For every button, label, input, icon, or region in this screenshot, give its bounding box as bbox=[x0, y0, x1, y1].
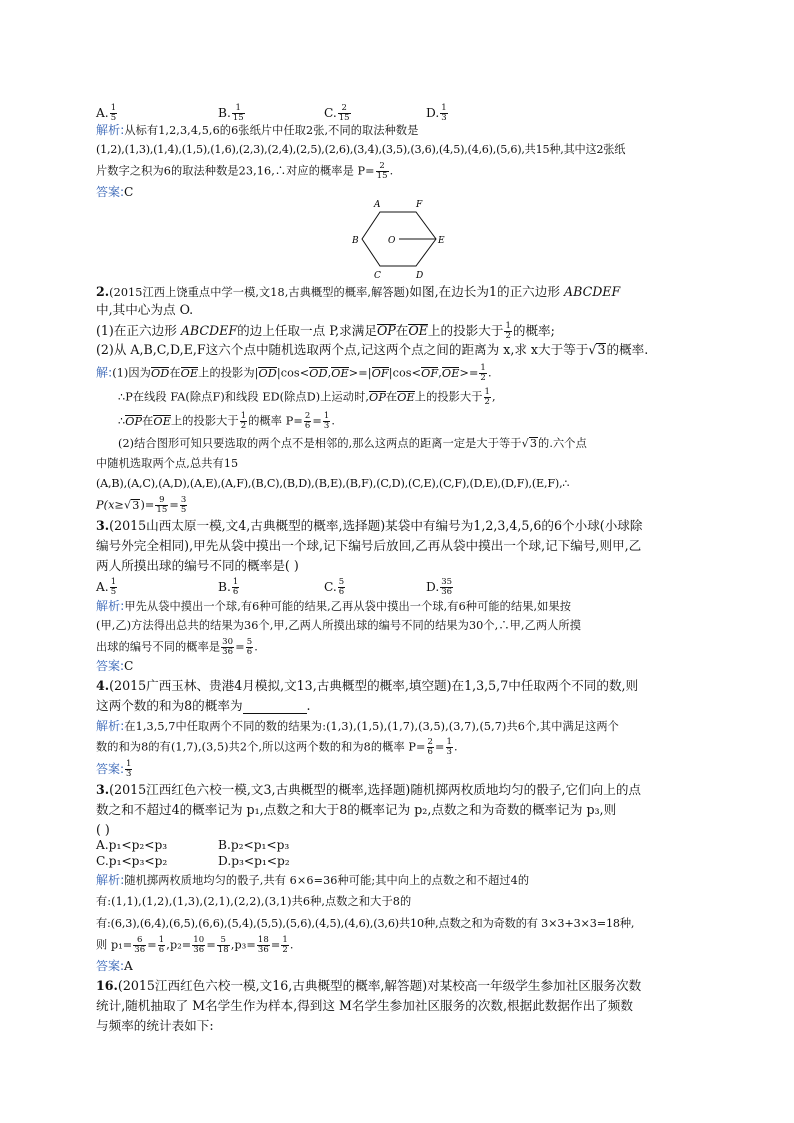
q3a-answer: 答案:C bbox=[96, 659, 134, 673]
q16-line2: 统计,随机抽取了 M名学生作为样本,得到这 M名学生参加社区服务的次数,根据此数据作出了频数 bbox=[96, 998, 633, 1013]
q3b-option-c: C.p₁<p₃<p₂ bbox=[96, 854, 168, 868]
q2-solution-line6: (A,B),(A,C),(A,D),(A,E),(A,F),(B,C),(B,D),(B,E),(B,F),(C,D),(C,E),(C,F),(D,E),(D,F),(E,F),∴ bbox=[96, 477, 570, 490]
q3a-option-c: C. $\frac{5}{6}$ bbox=[324, 577, 345, 597]
q3a-solution-line2: (甲,乙)方法得出总共的结果为36个,甲,乙两人所摸出球的编号不同的结果为30个,∴甲,乙两人所摸 bbox=[96, 619, 582, 632]
label-f: F bbox=[416, 200, 423, 210]
q2-solution-line7: P(x≥√3)= $\frac{9}{15}$ = $\frac{3}{5}$ bbox=[96, 495, 187, 515]
option-d: D. $\frac{1}{3}$ bbox=[426, 103, 447, 123]
q16-line3: 与频率的统计表如下: bbox=[96, 1018, 214, 1033]
q2-solution-line4: (2)结合图形可知只要选取的两个点不是相邻的,那么这两点的距离一定是大于等于√3的.六个点 bbox=[118, 437, 587, 450]
answer-blank bbox=[243, 701, 307, 714]
q3b-option-d: D.p₃<p₁<p₂ bbox=[218, 854, 290, 868]
q4-solution-line1: 解析:在1,3,5,7中任取两个不同的数的结果为:(1,3),(1,5),(1,7),(3,5),(3,7),(5,7)共6个,其中满足这两个 bbox=[96, 719, 619, 733]
q3b-line3: ( ) bbox=[96, 822, 110, 837]
q2-solution-line5: 中随机选取两个点,总共有15 bbox=[96, 457, 239, 470]
option-b: B. $\frac{1}{15}$ bbox=[218, 103, 244, 123]
q3b-option-b: B.p₂<p₁<p₃ bbox=[218, 838, 290, 852]
option-c: C. $\frac{2}{15}$ bbox=[324, 103, 350, 123]
q2-solution-line1: 解:(1)因为OD在OE上的投影为|OD|cos<OD,OE>=|OF|cos<OF,OE>= $\frac{1}{2}$ . bbox=[96, 363, 492, 383]
q3a-solution-line3: 出球的编号不同的概率是 $\frac{30}{36}$ = $\frac{5}{6}$ . bbox=[96, 637, 258, 657]
label-d: D bbox=[416, 271, 424, 281]
q3b-solution-line4: 则 p₁= $\frac{6}{36}$ = $\frac{1}{6}$ ,p₂= $\frac{10}{36}$ = $\frac{5}{18}$ ,p₃= $\frac{18}{36}$ = $\frac{1}{2}$ . bbox=[96, 935, 294, 955]
q3a-option-d: D. $\frac{35}{36}$ bbox=[426, 577, 453, 597]
q3a-option-a: A. $\frac{1}{5}$ bbox=[96, 577, 117, 597]
label-a: A bbox=[374, 200, 381, 210]
q2-part1: (1)在正六边形 ABCDEF的边上任取一点 P,求满足OP在OE上的投影大于 $\frac{1}{2}$ 的概率; bbox=[96, 321, 555, 341]
q3b-solution-line2: 有:(1,1),(1,2),(1,3),(2,1),(2,2),(3,1)共6种,点数之和大于8的 bbox=[96, 895, 412, 908]
q2-solution-line2: ∴P在线段 FA(除点F)和线段 ED(除点D)上运动时,OP在OE上的投影大于 $\frac{1}{2}$ , bbox=[118, 387, 496, 407]
label-c: C bbox=[374, 271, 381, 281]
label-e: E bbox=[438, 236, 445, 246]
q3a-line3: 两人所摸出球的编号不同的概率是( ) bbox=[96, 558, 299, 573]
q1-solution-line3: 片数字之积为6的取法种数是23,16,∴对应的概率是 P= $\frac{2}{15}$ . bbox=[96, 161, 394, 181]
q3a-line2: 编号外完全相同),甲先从袋中摸出一个球,记下编号后放回,乙再从袋中摸出一个球,记下编号,则甲,乙 bbox=[96, 538, 642, 553]
q4-answer: 答案: $\frac{1}{3}$ bbox=[96, 759, 132, 779]
q1-solution-line2: (1,2),(1,3),(1,4),(1,5),(1,6),(2,3),(2,4),(2,5),(2,6),(3,4),(3,5),(3,6),(4,5),(4,6),(5,6),共15种,其中这2张纸 bbox=[96, 143, 626, 156]
q3b-answer: 答案:A bbox=[96, 959, 133, 973]
q4-line2: 这两个数的和为8的概率为 . bbox=[96, 698, 311, 713]
q4-solution-line2: 数的和为8的有(1,7),(3,5)共2个,所以这两个数的和为8的概率 P= $\frac{2}{6}$ = $\frac{1}{3}$ . bbox=[96, 737, 458, 757]
q1-solution-line1: 解析:从标有1,2,3,4,5,6的6张纸片中任取2张,不同的取法种数是 bbox=[96, 123, 419, 137]
q1-answer: 答案:C bbox=[96, 185, 134, 199]
q3b-line2: 数之和不超过4的概率记为 p₁,点数之和大于8的概率记为 p₂,点数之和为奇数的概率记为 p₃,则 bbox=[96, 802, 617, 817]
q2-heading-line1: 2.(2015江西上饶重点中学一模,文18,古典概型的概率,解答题)如图,在边长为1的正六边形 ABCDEF bbox=[96, 284, 621, 299]
q3b-solution-line1: 解析:随机掷两枚质地均匀的骰子,共有 6×6=36种可能;其中向上的点数之和不超过4的 bbox=[96, 873, 530, 887]
q3a-option-b: B. $\frac{1}{6}$ bbox=[218, 577, 239, 597]
q3b-option-a: A.p₁<p₂<p₃ bbox=[96, 838, 168, 852]
q3a-line1: 3.(2015山西太原一模,文4,古典概型的概率,选择题)某袋中有编号为1,2,3,4,5,6的6个小球(小球除 bbox=[96, 518, 643, 533]
q3a-solution-line1: 解析:甲先从袋中摸出一个球,有6种可能的结果,乙再从袋中摸出一个球,有6种可能的结果,如果按 bbox=[96, 599, 572, 613]
q2-heading-line2: 中,其中心为点 O. bbox=[96, 302, 194, 317]
q3b-line1: 3.(2015江西红色六校一模,文3,古典概型的概率,选择题)随机掷两枚质地均匀的骰子,它们向上的点 bbox=[96, 782, 642, 797]
q2-part2: (2)从 A,B,C,D,E,F这六个点中随机选取两个点,记这两个点之间的距离为 x,求 x大于等于√3的概率. bbox=[96, 342, 649, 357]
label-b: B bbox=[352, 236, 359, 246]
q2-solution-line3: ∴OP在OE上的投影大于 $\frac{1}{2}$ 的概率 P= $\frac{2}{6}$ = $\frac{1}{3}$ . bbox=[118, 411, 336, 431]
hexagon-diagram bbox=[352, 198, 458, 282]
label-o: O bbox=[388, 236, 396, 246]
option-a: A. $\frac{1}{5}$ bbox=[96, 103, 117, 123]
q4-line1: 4.(2015广西玉林、贵港4月模拟,文13,古典概型的概率,填空题)在1,3,5,7中任取两个不同的数,则 bbox=[96, 678, 639, 693]
q3b-solution-line3: 有:(6,3),(6,4),(6,5),(6,6),(5,4),(5,5),(5,6),(4,5),(4,6),(3,6)共10种,点数之和为奇数的有 3×3+3×3=18种, bbox=[96, 917, 635, 930]
q16-line1: 16.(2015江西红色六校一模,文16,古典概型的概率,解答题)对某校高一年级学生参加社区服务次数 bbox=[96, 978, 642, 993]
